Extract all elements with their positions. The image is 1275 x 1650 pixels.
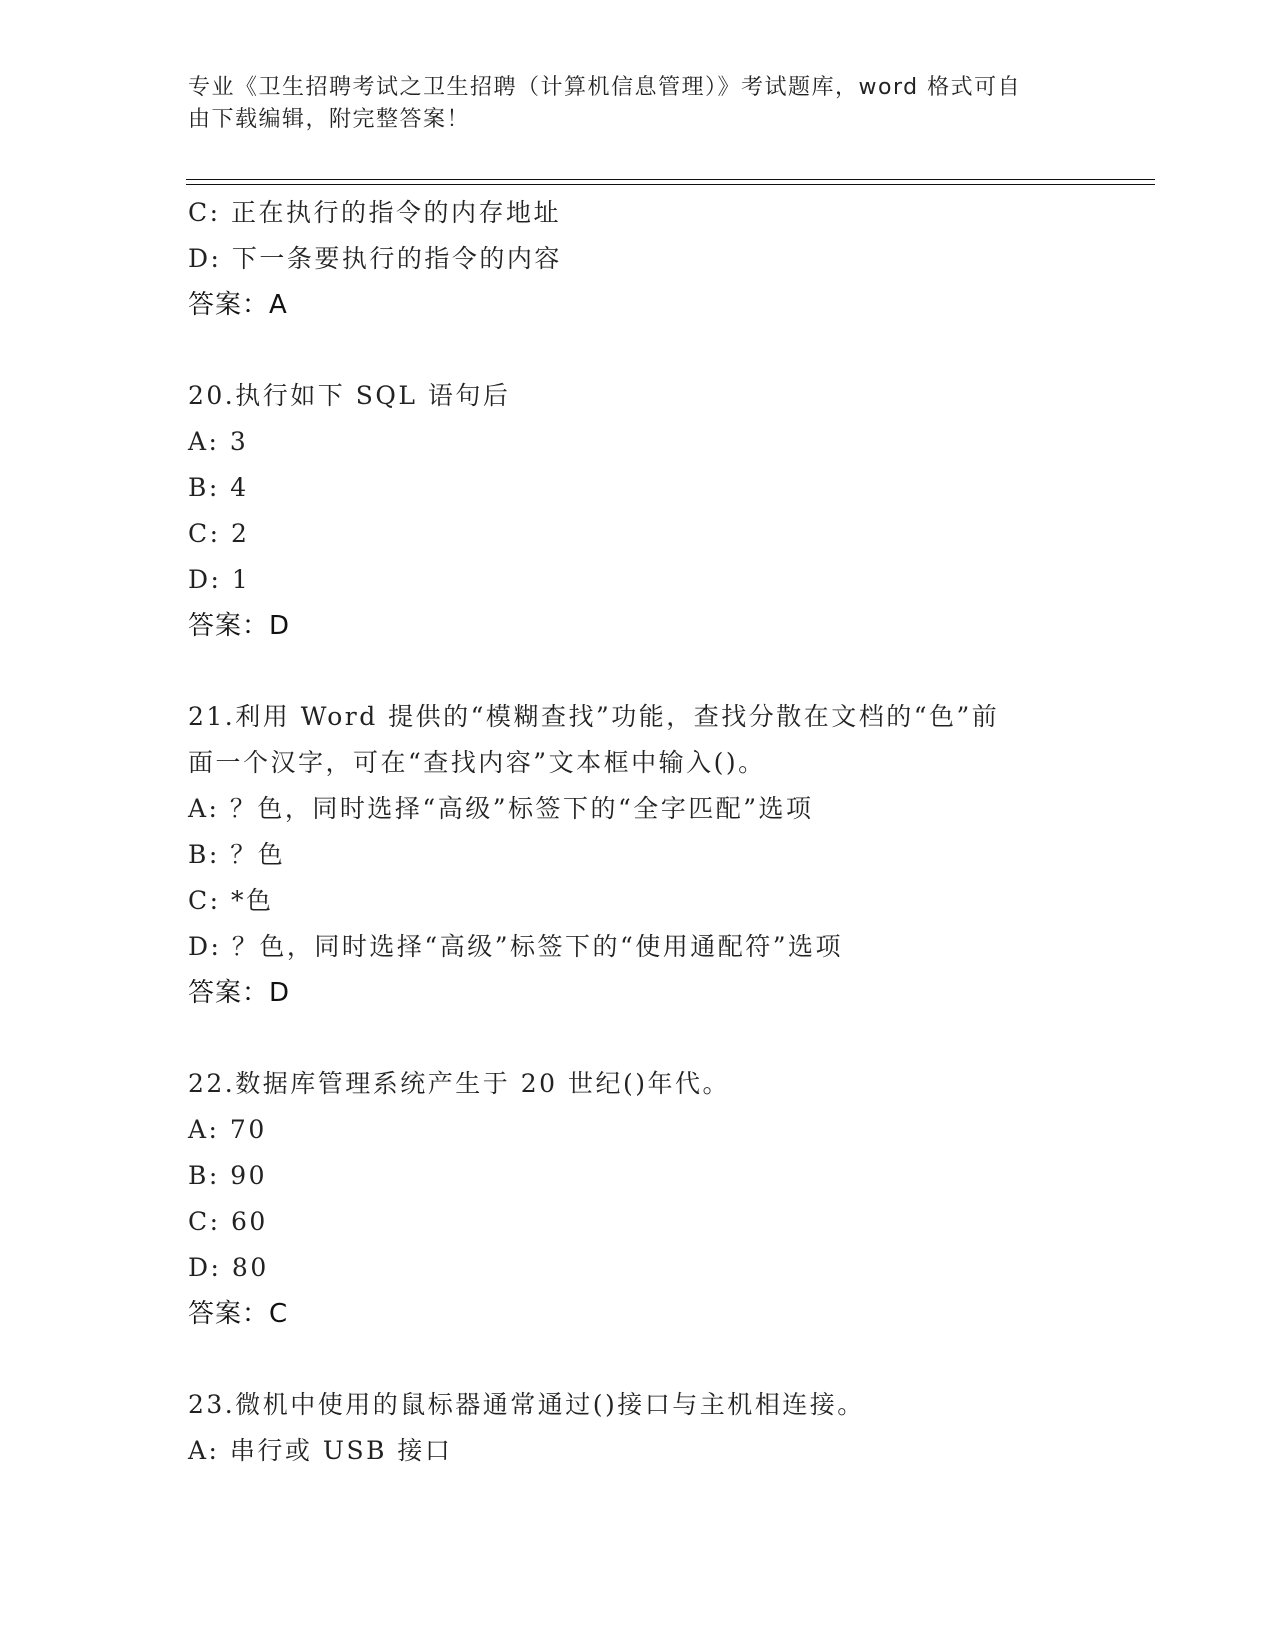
option-d: D: ？色，同时选择“高级”标签下的“使用通配符”选项 (188, 932, 844, 961)
question-list (188, 190, 1088, 1474)
question-21 (188, 694, 1088, 1016)
option-a: A: ？色，同时选择“高级”标签下的“全字匹配”选项 (188, 794, 814, 823)
option-a: A: 70 (188, 1115, 267, 1144)
answer-line: 答案：D (188, 611, 291, 641)
question-20 (188, 373, 1088, 649)
option-a: A: 串行或 USB 接口 (188, 1436, 453, 1465)
document-header (188, 72, 1068, 136)
question-text: 20.执行如下 SQL 语句后 (188, 381, 511, 410)
header-line-1: 专业《卫生招聘考试之卫生招聘（计算机信息管理）》考试题库，word 格式可自 (188, 75, 1022, 100)
option-a: A: 3 (188, 427, 249, 456)
option-c: C: 2 (188, 519, 250, 548)
header-divider-top (186, 179, 1155, 180)
header-divider-bottom (186, 184, 1155, 185)
option-d: D: 1 (188, 565, 251, 594)
question-19-tail (188, 190, 1088, 328)
question-text: 22.数据库管理系统产生于 20 世纪()年代。 (188, 1069, 730, 1098)
answer-line: 答案：A (188, 290, 288, 320)
answer-line: 答案：C (188, 1299, 289, 1329)
option-c: C: 60 (188, 1207, 268, 1236)
option-d: D: 下一条要执行的指令的内容 (188, 244, 562, 273)
option-c: C: *色 (188, 886, 274, 915)
option-d: D: 80 (188, 1253, 269, 1282)
question-22 (188, 1061, 1088, 1337)
question-23 (188, 1382, 1088, 1474)
question-text-line-1: 21.利用 Word 提供的“模糊查找”功能，查找分散在文档的“色”前 (188, 702, 1000, 731)
header-line-2: 由下载编辑，附完整答案！ (188, 107, 471, 132)
answer-line: 答案：D (188, 978, 291, 1008)
option-c: C: 正在执行的指令的内存地址 (188, 198, 561, 227)
question-text-line-2: 面一个汉字，可在“查找内容”文本框中输入()。 (188, 748, 766, 777)
option-b: B: 90 (188, 1161, 268, 1190)
option-b: B: ？色 (188, 840, 286, 869)
question-text: 23.微机中使用的鼠标器通常通过()接口与主机相连接。 (188, 1390, 865, 1419)
option-b: B: 4 (188, 473, 249, 502)
